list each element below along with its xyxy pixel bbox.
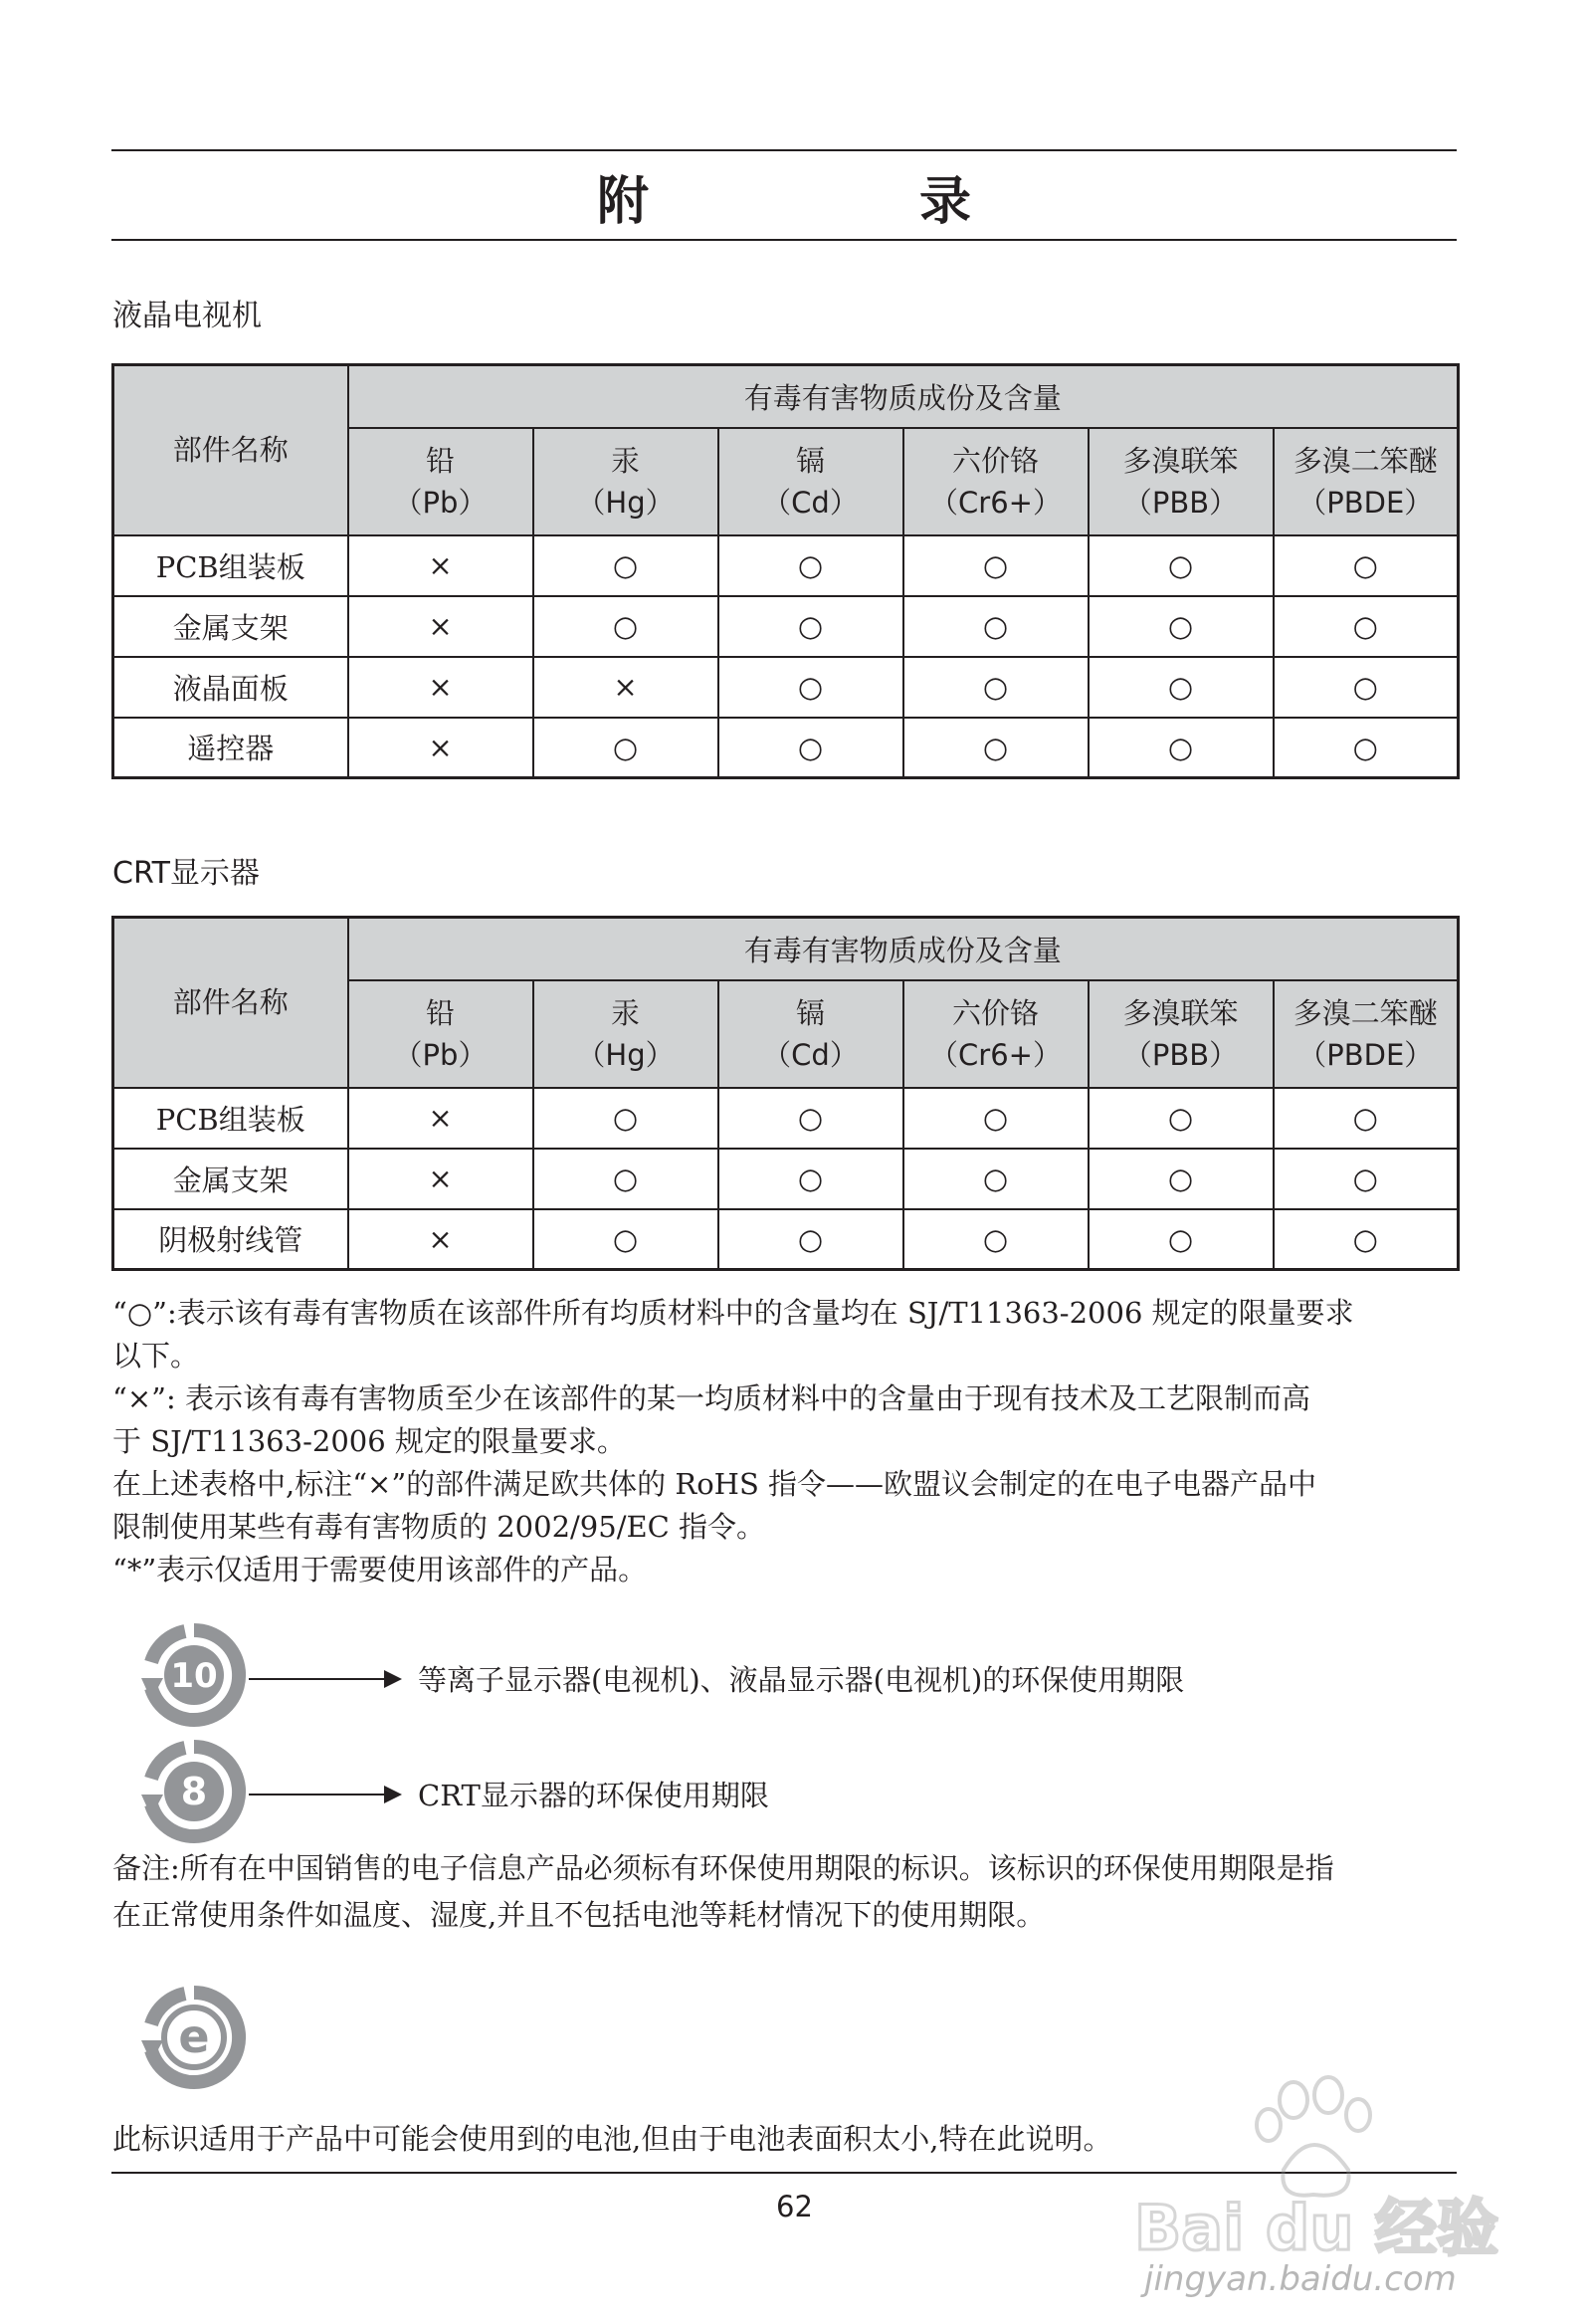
part-cell: PCB组装板: [113, 535, 348, 596]
circle-note-line: “○”:表示该有毒有害物质在该部件所有均质材料中的含量均在 SJ/T11363-2006 规定的限量要求: [112, 1296, 1354, 1330]
lead-header: [348, 980, 533, 1088]
table-row: [113, 1149, 1459, 1209]
mark-10-arrowhead-icon: [384, 1670, 402, 1688]
paw-toe-icon: [1280, 2082, 1307, 2118]
substance-name: 镉: [795, 443, 825, 478]
e-letter: e: [178, 2009, 210, 2063]
value-cell: ×: [348, 657, 533, 718]
value-cell: ○: [533, 1088, 718, 1149]
part-name-header: 部件名称: [113, 918, 348, 1088]
value-cell: ×: [533, 657, 718, 718]
substance-symbol: （Hg）: [576, 1037, 675, 1072]
substance-symbol: （PBB）: [1122, 1037, 1239, 1072]
value-cell: ○: [533, 535, 718, 596]
epup-10-years-icon: [139, 1620, 249, 1730]
cross-note-line: “×”: 表示该有毒有害物质至少在该部件的某一均质材料中的含量由于现有技术及工艺限制而高: [112, 1381, 1310, 1415]
value-cell: ○: [1089, 535, 1274, 596]
substance-symbol: （PBDE）: [1297, 1037, 1434, 1072]
pbb-header: [1089, 980, 1274, 1088]
substance-name: 多溴二笨醚: [1292, 995, 1438, 1030]
table-row: [113, 718, 1459, 778]
substance-name: 铅: [425, 443, 455, 478]
value-cell: ○: [903, 657, 1089, 718]
table-row: [113, 596, 1459, 657]
part-cell: 遥控器: [113, 718, 348, 778]
value-cell: ○: [1089, 1088, 1274, 1149]
substance-symbol: （Cd）: [762, 1037, 859, 1072]
value-cell: ○: [718, 657, 903, 718]
remark-line: 备注:所有在中国销售的电子信息产品必须标有环保使用期限的标识。该标识的环保使用期限是指: [112, 1851, 1334, 1885]
value-cell: ○: [1274, 657, 1459, 718]
paw-toe-icon: [1314, 2077, 1342, 2113]
hazardous-substances-header: 有毒有害物质成份及含量: [348, 365, 1459, 428]
substance-symbol: （Cd）: [762, 485, 859, 520]
hazardous-substances-header: 有毒有害物质成份及含量: [348, 918, 1459, 980]
substance-symbol: （Hg）: [576, 485, 675, 520]
part-cell: PCB组装板: [113, 1088, 348, 1149]
substance-name: 铅: [425, 995, 455, 1030]
value-cell: ×: [348, 1088, 533, 1149]
legend-notes: [112, 1292, 1466, 1591]
mark-10-arrow-line: [249, 1678, 386, 1680]
paw-toe-icon: [1346, 2099, 1370, 2131]
substance-symbol: （Pb）: [393, 1037, 488, 1072]
title-bottom-rule: [111, 239, 1457, 241]
substance-symbol: （PBDE）: [1297, 485, 1434, 520]
part-cell: 金属支架: [113, 1149, 348, 1209]
epup-8-years-icon: [139, 1737, 249, 1846]
value-cell: ○: [903, 718, 1089, 778]
value-cell: ○: [718, 718, 903, 778]
value-cell: ○: [718, 1088, 903, 1149]
part-cell: 液晶面板: [113, 657, 348, 718]
remark-text: [112, 1845, 1466, 1939]
value-cell: ○: [1089, 596, 1274, 657]
substance-name: 汞: [610, 995, 640, 1030]
value-cell: ○: [903, 535, 1089, 596]
value-cell: ○: [718, 535, 903, 596]
part-cell: 阴极射线管: [113, 1209, 348, 1270]
substance-name: 多溴二笨醚: [1292, 443, 1438, 478]
pbde-header: [1274, 980, 1459, 1088]
substance-symbol: （Cr6+）: [929, 485, 1062, 520]
paw-toe-icon: [1257, 2109, 1281, 2141]
value-cell: ×: [348, 1209, 533, 1270]
remark-line: 在正常使用条件如温度、湿度,并且不包括电池等耗材情况下的使用期限。: [112, 1898, 1046, 1932]
value-cell: ○: [1089, 1149, 1274, 1209]
value-cell: ○: [1274, 1149, 1459, 1209]
value-cell: ○: [1274, 718, 1459, 778]
mark-8-arrowhead-icon: [384, 1786, 402, 1803]
substance-symbol: （Pb）: [393, 485, 488, 520]
cadmium-header: [718, 980, 903, 1088]
title-top-rule: [111, 149, 1457, 151]
value-cell: ○: [1274, 1209, 1459, 1270]
value-cell: ×: [348, 596, 533, 657]
table-row: [113, 657, 1459, 718]
table-row: [113, 1209, 1459, 1270]
lcd-tv-table: [111, 363, 1460, 779]
value-cell: ×: [348, 718, 533, 778]
value-cell: ○: [533, 596, 718, 657]
crt-table: [111, 916, 1460, 1271]
watermark-url: jingyan.baidu.com: [1144, 2259, 1457, 2299]
lead-header: [348, 428, 533, 535]
page-number: 62: [776, 2190, 813, 2223]
table-row: [113, 535, 1459, 596]
value-cell: ○: [903, 1088, 1089, 1149]
pbde-header: [1274, 428, 1459, 535]
substance-name: 多溴联笨: [1122, 995, 1239, 1030]
value-cell: ○: [533, 1209, 718, 1270]
value-cell: ○: [1274, 1088, 1459, 1149]
value-cell: ×: [348, 535, 533, 596]
mercury-header: [533, 980, 718, 1088]
chromium-header: [903, 980, 1089, 1088]
value-cell: ×: [348, 1149, 533, 1209]
battery-e-mark-icon: [139, 1983, 249, 2092]
circle-note-line: 以下。: [112, 1339, 200, 1373]
star-note-line: “*”表示仅适用于需要使用该部件的产品。: [112, 1553, 648, 1586]
value-cell: ○: [903, 1149, 1089, 1209]
value-cell: ○: [1274, 596, 1459, 657]
page-title: 附 录: [596, 172, 1081, 232]
rohs-note-line: 限制使用某些有毒有害物质的 2002/95/EC 指令。: [112, 1510, 766, 1544]
mark-10-description: 等离子显示器(电视机)、液晶显示器(电视机)的环保使用期限: [418, 1663, 1185, 1697]
substance-symbol: （PBB）: [1122, 485, 1239, 520]
cadmium-header: [718, 428, 903, 535]
value-cell: ○: [718, 596, 903, 657]
part-cell: 金属支架: [113, 596, 348, 657]
value-cell: ○: [533, 1149, 718, 1209]
rohs-note-line: 在上述表格中,标注“×”的部件满足欧共体的 RoHS 指令——欧盟议会制定的在电子电器产品中: [112, 1467, 1317, 1501]
value-cell: ○: [903, 1209, 1089, 1270]
substance-name: 镉: [795, 995, 825, 1030]
part-name-header: 部件名称: [113, 365, 348, 535]
value-cell: ○: [1089, 657, 1274, 718]
mark-number: 8: [180, 1770, 208, 1813]
mark-8-arrow-line: [249, 1794, 386, 1796]
value-cell: ○: [718, 1209, 903, 1270]
value-cell: ○: [533, 718, 718, 778]
crt-heading: CRT显示器: [112, 856, 260, 891]
substance-name: 汞: [610, 443, 640, 478]
value-cell: ○: [903, 596, 1089, 657]
pbb-header: [1089, 428, 1274, 535]
cross-note-line: 于 SJ/T11363-2006 规定的限量要求。: [112, 1424, 626, 1458]
battery-note: 此标识适用于产品中可能会使用到的电池,但由于电池表面积太小,特在此说明。: [112, 2122, 1112, 2156]
substance-symbol: （Cr6+）: [929, 1037, 1062, 1072]
substance-name: 多溴联笨: [1122, 443, 1239, 478]
paw-pad-icon: [1283, 2145, 1348, 2196]
watermark-logo-text: Bai du 经验: [1134, 2192, 1499, 2264]
table-row: [113, 1088, 1459, 1149]
value-cell: ○: [1089, 1209, 1274, 1270]
chromium-header: [903, 428, 1089, 535]
substance-name: 六价铬: [951, 995, 1039, 1030]
value-cell: ○: [718, 1149, 903, 1209]
lcd-tv-heading: 液晶电视机: [112, 299, 262, 333]
value-cell: ○: [1089, 718, 1274, 778]
mark-8-description: CRT显示器的环保使用期限: [418, 1779, 769, 1812]
substance-name: 六价铬: [951, 443, 1039, 478]
value-cell: ○: [1274, 535, 1459, 596]
mercury-header: [533, 428, 718, 535]
mark-number: 10: [170, 1656, 218, 1696]
